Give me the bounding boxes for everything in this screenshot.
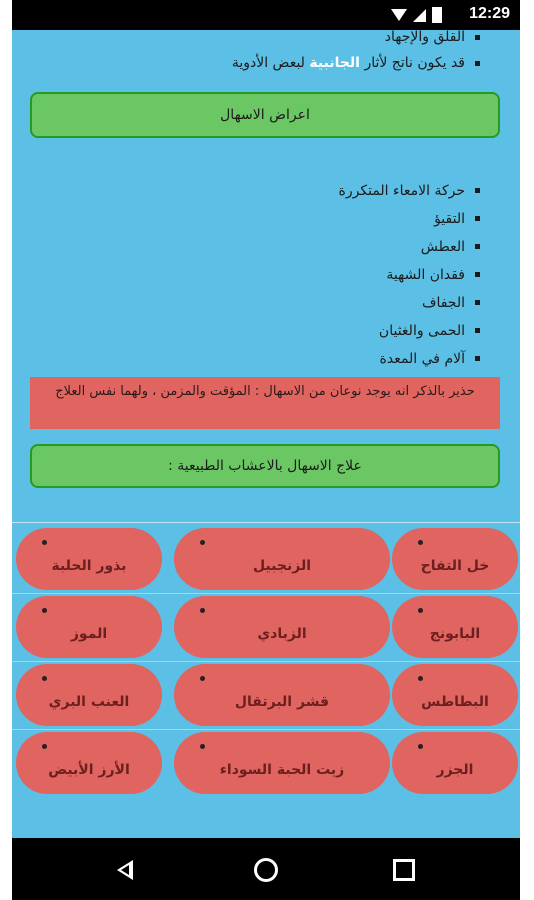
divider [12, 522, 520, 523]
divider [12, 593, 520, 594]
bullet-icon [200, 540, 205, 545]
symptom-item: حركة الامعاء المتكررة [339, 177, 465, 205]
phone-screen [12, 0, 520, 900]
bullet-icon [418, 608, 423, 613]
battery-icon [432, 7, 442, 23]
status-time: 12:29 [469, 5, 510, 22]
herb-button-black-seed-oil[interactable]: زيت الحبة السوداء [174, 732, 390, 794]
bullet-icon [200, 744, 205, 749]
bullet-icon [418, 540, 423, 545]
symptom-item: العطش [339, 233, 465, 261]
bullet-icon [42, 676, 47, 681]
list-item: قد يكون ناتج لأثار الجانبية لبعض الأدوية [232, 50, 465, 76]
treatment-heading: علاج الاسهال بالاعشاب الطبيعية : [30, 444, 500, 488]
home-icon[interactable] [246, 850, 286, 890]
divider [12, 661, 520, 662]
symptom-item: الجفاف [339, 289, 465, 317]
herb-button-ginger[interactable]: الزنجبيل [174, 528, 390, 590]
symptom-item: التقيؤ [339, 205, 465, 233]
herb-button-carrot[interactable]: الجزر [392, 732, 518, 794]
status-icons [391, 6, 442, 24]
symptoms-list [339, 177, 465, 373]
navigation-bar [12, 838, 520, 900]
herb-button-orange-peel[interactable]: قشر البرتقال [174, 664, 390, 726]
back-icon[interactable] [107, 850, 147, 890]
herb-button-potato[interactable]: البطاطس [392, 664, 518, 726]
wifi-icon [391, 9, 407, 21]
herb-button-chamomile[interactable]: البابونج [392, 596, 518, 658]
bullet-icon [42, 744, 47, 749]
signal-icon [413, 9, 426, 22]
bullet-icon [200, 676, 205, 681]
bullet-icon [418, 676, 423, 681]
intro-list [232, 24, 465, 76]
highlighted-word: الجانبية [309, 55, 360, 71]
warning-note: حذير بالذكر انه يوجد نوعان من الاسهال : المؤقت والمزمن ، ولهما نفس العلاج [30, 377, 500, 429]
bullet-icon [418, 744, 423, 749]
herb-button-fenugreek[interactable]: بذور الحلبة [16, 528, 162, 590]
article-content [12, 30, 520, 838]
herb-button-yogurt[interactable]: الزبادي [174, 596, 390, 658]
list-item: القلق والإجهاد [232, 24, 465, 50]
bullet-icon [42, 540, 47, 545]
herb-button-white-rice[interactable]: الأرز الأبيض [16, 732, 162, 794]
herb-button-blueberry[interactable]: العنب البري [16, 664, 162, 726]
symptom-item: فقدان الشهية [339, 261, 465, 289]
recent-apps-icon[interactable] [384, 850, 424, 890]
divider [12, 729, 520, 730]
symptoms-heading: اعراض الاسهال [30, 92, 500, 138]
symptom-item: الحمى والغثيان [339, 317, 465, 345]
herbs-grid [12, 524, 520, 800]
bullet-icon [42, 608, 47, 613]
herb-button-apple-vinegar[interactable]: خل التفاح [392, 528, 518, 590]
symptom-item: آلام في المعدة [339, 345, 465, 373]
herb-button-banana[interactable]: الموز [16, 596, 162, 658]
bullet-icon [200, 608, 205, 613]
